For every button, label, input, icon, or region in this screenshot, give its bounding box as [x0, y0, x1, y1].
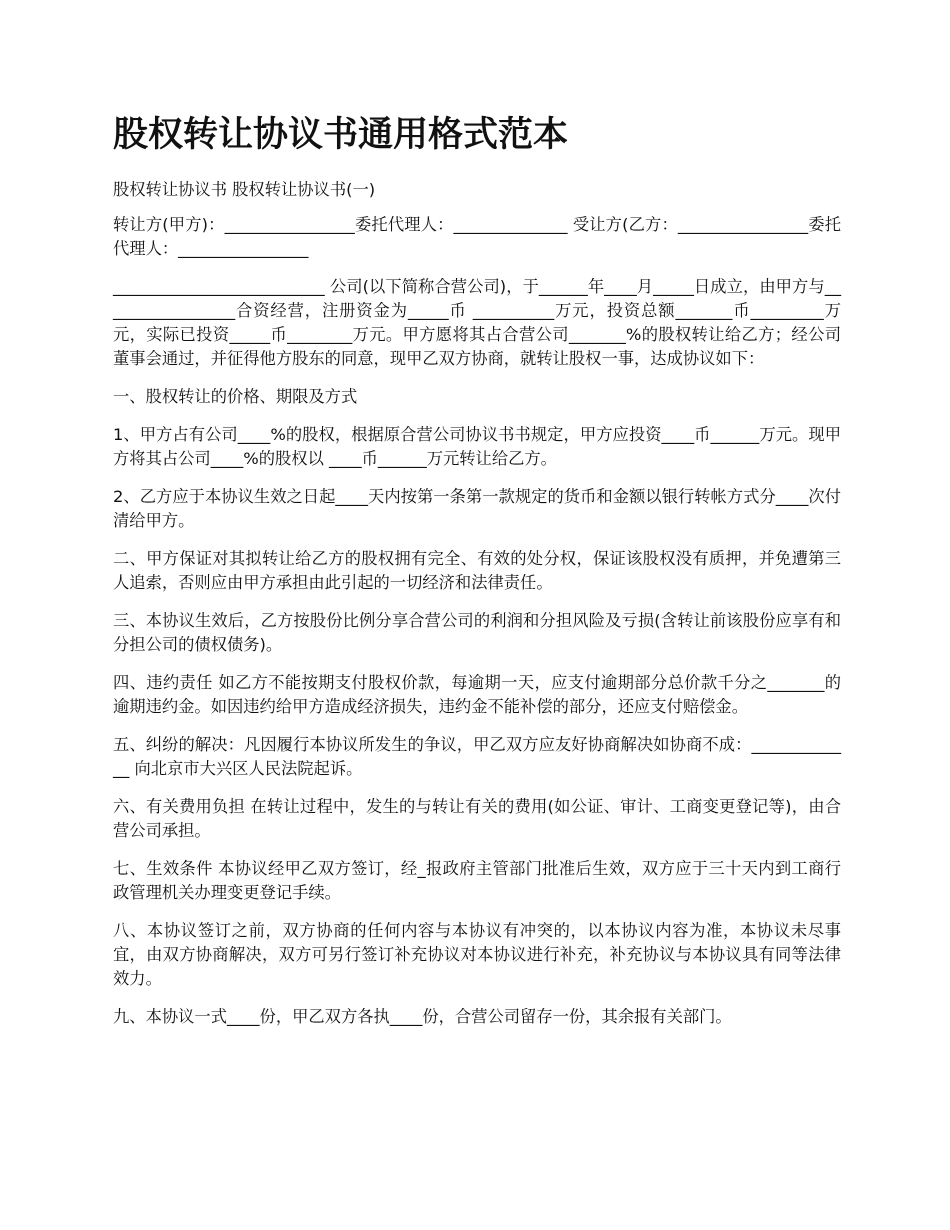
clause-6: 六、有关费用负担 在转让过程中，发生的与转让有关的费用(如公证、审计、工商变更登记等)，由合营公司承担。 [113, 797, 841, 840]
clause-9: 九、本协议一式____份，甲乙双方各执____份，合营公司留存一份，其余报有关部门。 [113, 1007, 732, 1026]
paragraph-parties: 转让方(甲方)：________________委托代理人：______________ 受让方(乙方：________________委托代理人：________________ [113, 215, 841, 258]
document-page [113, 112, 841, 1043]
document-subtitle: 股权转让协议书 股权转让协议书(一) [113, 180, 376, 199]
clause-3: 三、本协议生效后，乙方按股份比例分享合营公司的利润和分担风险及亏损(含转让前该股份应享有和分担公司的债权债务)。 [113, 611, 841, 654]
clause-2: 二、甲方保证对其拟转让给乙方的股权拥有完全、有效的处分权，保证该股权没有质押，并免遭第三人追索，否则应由甲方承担由此引起的一切经济和法律责任。 [113, 549, 841, 592]
clause-7: 七、生效条件 本协议经甲乙双方签订，经_报政府主管部门批准后生效，双方应于三十天内到工商行政管理机关办理变更登记手续。 [113, 859, 841, 902]
clause-1-2: 2、乙方应于本协议生效之日起____天内按第一条第一款规定的货币和金额以银行转帐方式分____次付清给甲方。 [113, 487, 841, 530]
clause-5: 五、纠纷的解决：凡因履行本协议所发生的争议，甲乙双方应友好协商解决如协商不成：_____________ 向北京市大兴区人民法院起诉。 [113, 735, 841, 778]
section-heading-price: 一、股权转让的价格、期限及方式 [113, 387, 358, 406]
paragraph-background: __________________________ 公司(以下简称合营公司)，于______年____月_____日成立，由甲方与_________________合资经营，注册资金为_____币 __________万元，投资总额_______币_________万元，实际已投资_____币________万元。甲方愿将其占合营公司_______%的股权转让给乙方；经公司董事会通过，并征得他方股东的同意，现甲乙双方协商，就转让股权一事，达成协议如下： [113, 277, 841, 368]
clause-8: 八、本协议签订之前，双方协商的任何内容与本协议有冲突的，以本协议内容为准，本协议未尽事宜，由双方协商解决，双方可另行签订补充协议对本协议进行补充，补充协议与本协议具有同等法律效力。 [113, 921, 841, 988]
clause-1-1: 1、甲方占有公司____%的股权，根据原合营公司协议书书规定，甲方应投资____币______万元。现甲方将其占公司____%的股权以 ____币______万元转让给乙方。 [113, 425, 841, 468]
clause-4: 四、违约责任 如乙方不能按期支付股权价款，每逾期一天，应支付逾期部分总价款千分之_______的逾期违约金。如因违约给甲方造成经济损失，违约金不能补偿的部分，还应支付赔偿金。 [113, 673, 841, 716]
document-title: 股权转让协议书通用格式范本 [113, 115, 569, 155]
